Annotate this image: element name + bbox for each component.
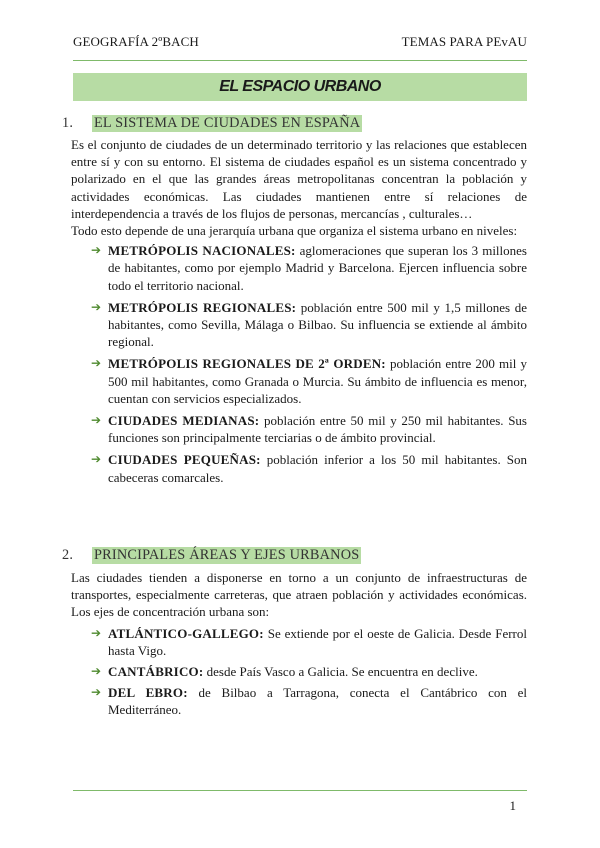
- list-item: [71, 412, 527, 446]
- arrow-right-icon: ➔: [91, 664, 102, 679]
- list-item-text: desde País Vasco a Galicia. Se encuentra en declive.: [203, 664, 478, 680]
- list-item-text: Se extiende por el oeste de Galicia. Desde Ferrol hasta Vigo.: [108, 625, 527, 658]
- paragraph: Todo esto depende de una jerarquía urbana que organiza el sistema urbano en niveles:: [71, 223, 518, 239]
- page-header: [73, 34, 527, 61]
- list-item: [71, 684, 527, 718]
- section-number: 2.: [62, 547, 74, 563]
- list-item-term: METRÓPOLIS NACIONALES:: [108, 243, 296, 259]
- list-item: [71, 355, 527, 407]
- section-2-body: [71, 569, 527, 719]
- hierarchy-list: [71, 242, 527, 486]
- header-subject: GEOGRAFÍA 2ºBACH: [73, 34, 199, 49]
- section-title: EL SISTEMA DE CIUDADES EN ESPAÑA: [94, 115, 361, 131]
- paragraph: Las ciudades tienden a disponerse en torno a un conjunto de infraestructuras de transportes, especialmente carreteras, que atraen población y actividades económicas. Los ejes de concentración urbana son:: [71, 570, 527, 620]
- arrow-right-icon: ➔: [91, 625, 102, 640]
- arrow-right-icon: ➔: [91, 243, 102, 258]
- header-category: TEMAS PARA PEvAU: [401, 34, 527, 49]
- list-item-term: DEL EBRO:: [108, 685, 188, 701]
- list-item: [71, 299, 527, 351]
- section-1-heading: [62, 115, 362, 132]
- list-item-term: METRÓPOLIS REGIONALES:: [108, 299, 297, 315]
- paragraph: Es el conjunto de ciudades de un determinado territorio y las relaciones que establecen entre sí y con su entorno. El sistema de ciudades español es un sistema concentrado y polarizado en el que las grandes áreas metropolitanas concentran la población y actividades económicas. Las ciudades mantienen entre sí relaciones de interdependencia a través de los flujos de personas, mercancías , culturales…: [71, 137, 527, 221]
- list-item: [71, 451, 527, 485]
- section-2-heading: [62, 547, 361, 564]
- list-item-text: aglomeraciones que superan los 3 millones de habitantes, como por ejemplo Madrid y Barcelona. Ejercen influencia sobre todo el territorio nacional.: [108, 243, 527, 293]
- page-title: EL ESPACIO URBANO: [219, 78, 381, 95]
- arrow-right-icon: ➔: [91, 299, 102, 314]
- list-item: [71, 242, 527, 294]
- list-item-term: CIUDADES PEQUEÑAS:: [108, 452, 261, 468]
- arrow-right-icon: ➔: [91, 685, 102, 700]
- section-1-body: [71, 136, 527, 486]
- section-title: PRINCIPALES ÁREAS Y EJES URBANOS: [94, 547, 360, 563]
- list-item-term: CIUDADES MEDIANAS:: [108, 413, 260, 429]
- footer-rule: [73, 790, 527, 791]
- section-number: 1.: [62, 115, 74, 131]
- arrow-right-icon: ➔: [91, 356, 102, 371]
- page-number: 1: [509, 798, 516, 813]
- list-item-term: METRÓPOLIS REGIONALES DE 2ª ORDEN:: [108, 356, 386, 372]
- list-item-text: población entre 200 mil y 500 mil habitantes, como Granada o Murcia. Su ámbito de influencia es menor, cuentan con servicios especializados.: [108, 356, 527, 406]
- list-item-term: CANTÁBRICO:: [108, 664, 204, 680]
- list-item-text: población entre 50 mil y 250 mil habitantes. Sus funciones son principalmente terciarias o de ámbito provincial.: [108, 413, 527, 446]
- list-item-text: población inferior a los 50 mil habitantes. Son cabeceras comarcales.: [108, 452, 527, 485]
- arrow-right-icon: ➔: [91, 452, 102, 467]
- list-item: [71, 663, 527, 680]
- list-item-text: de Bilbao a Tarragona, conecta el Cantábrico con el Mediterráneo.: [108, 685, 528, 718]
- list-item-term: ATLÁNTICO-GALLEGO:: [108, 625, 264, 641]
- axes-list: [71, 625, 527, 719]
- arrow-right-icon: ➔: [91, 413, 102, 428]
- list-item: [71, 625, 527, 659]
- title-bar: [73, 73, 527, 101]
- list-item-text: población entre 500 mil y 1,5 millones de habitantes, como Sevilla, Málaga o Bilbao. Su influencia se extiende al ámbito regional.: [108, 299, 527, 350]
